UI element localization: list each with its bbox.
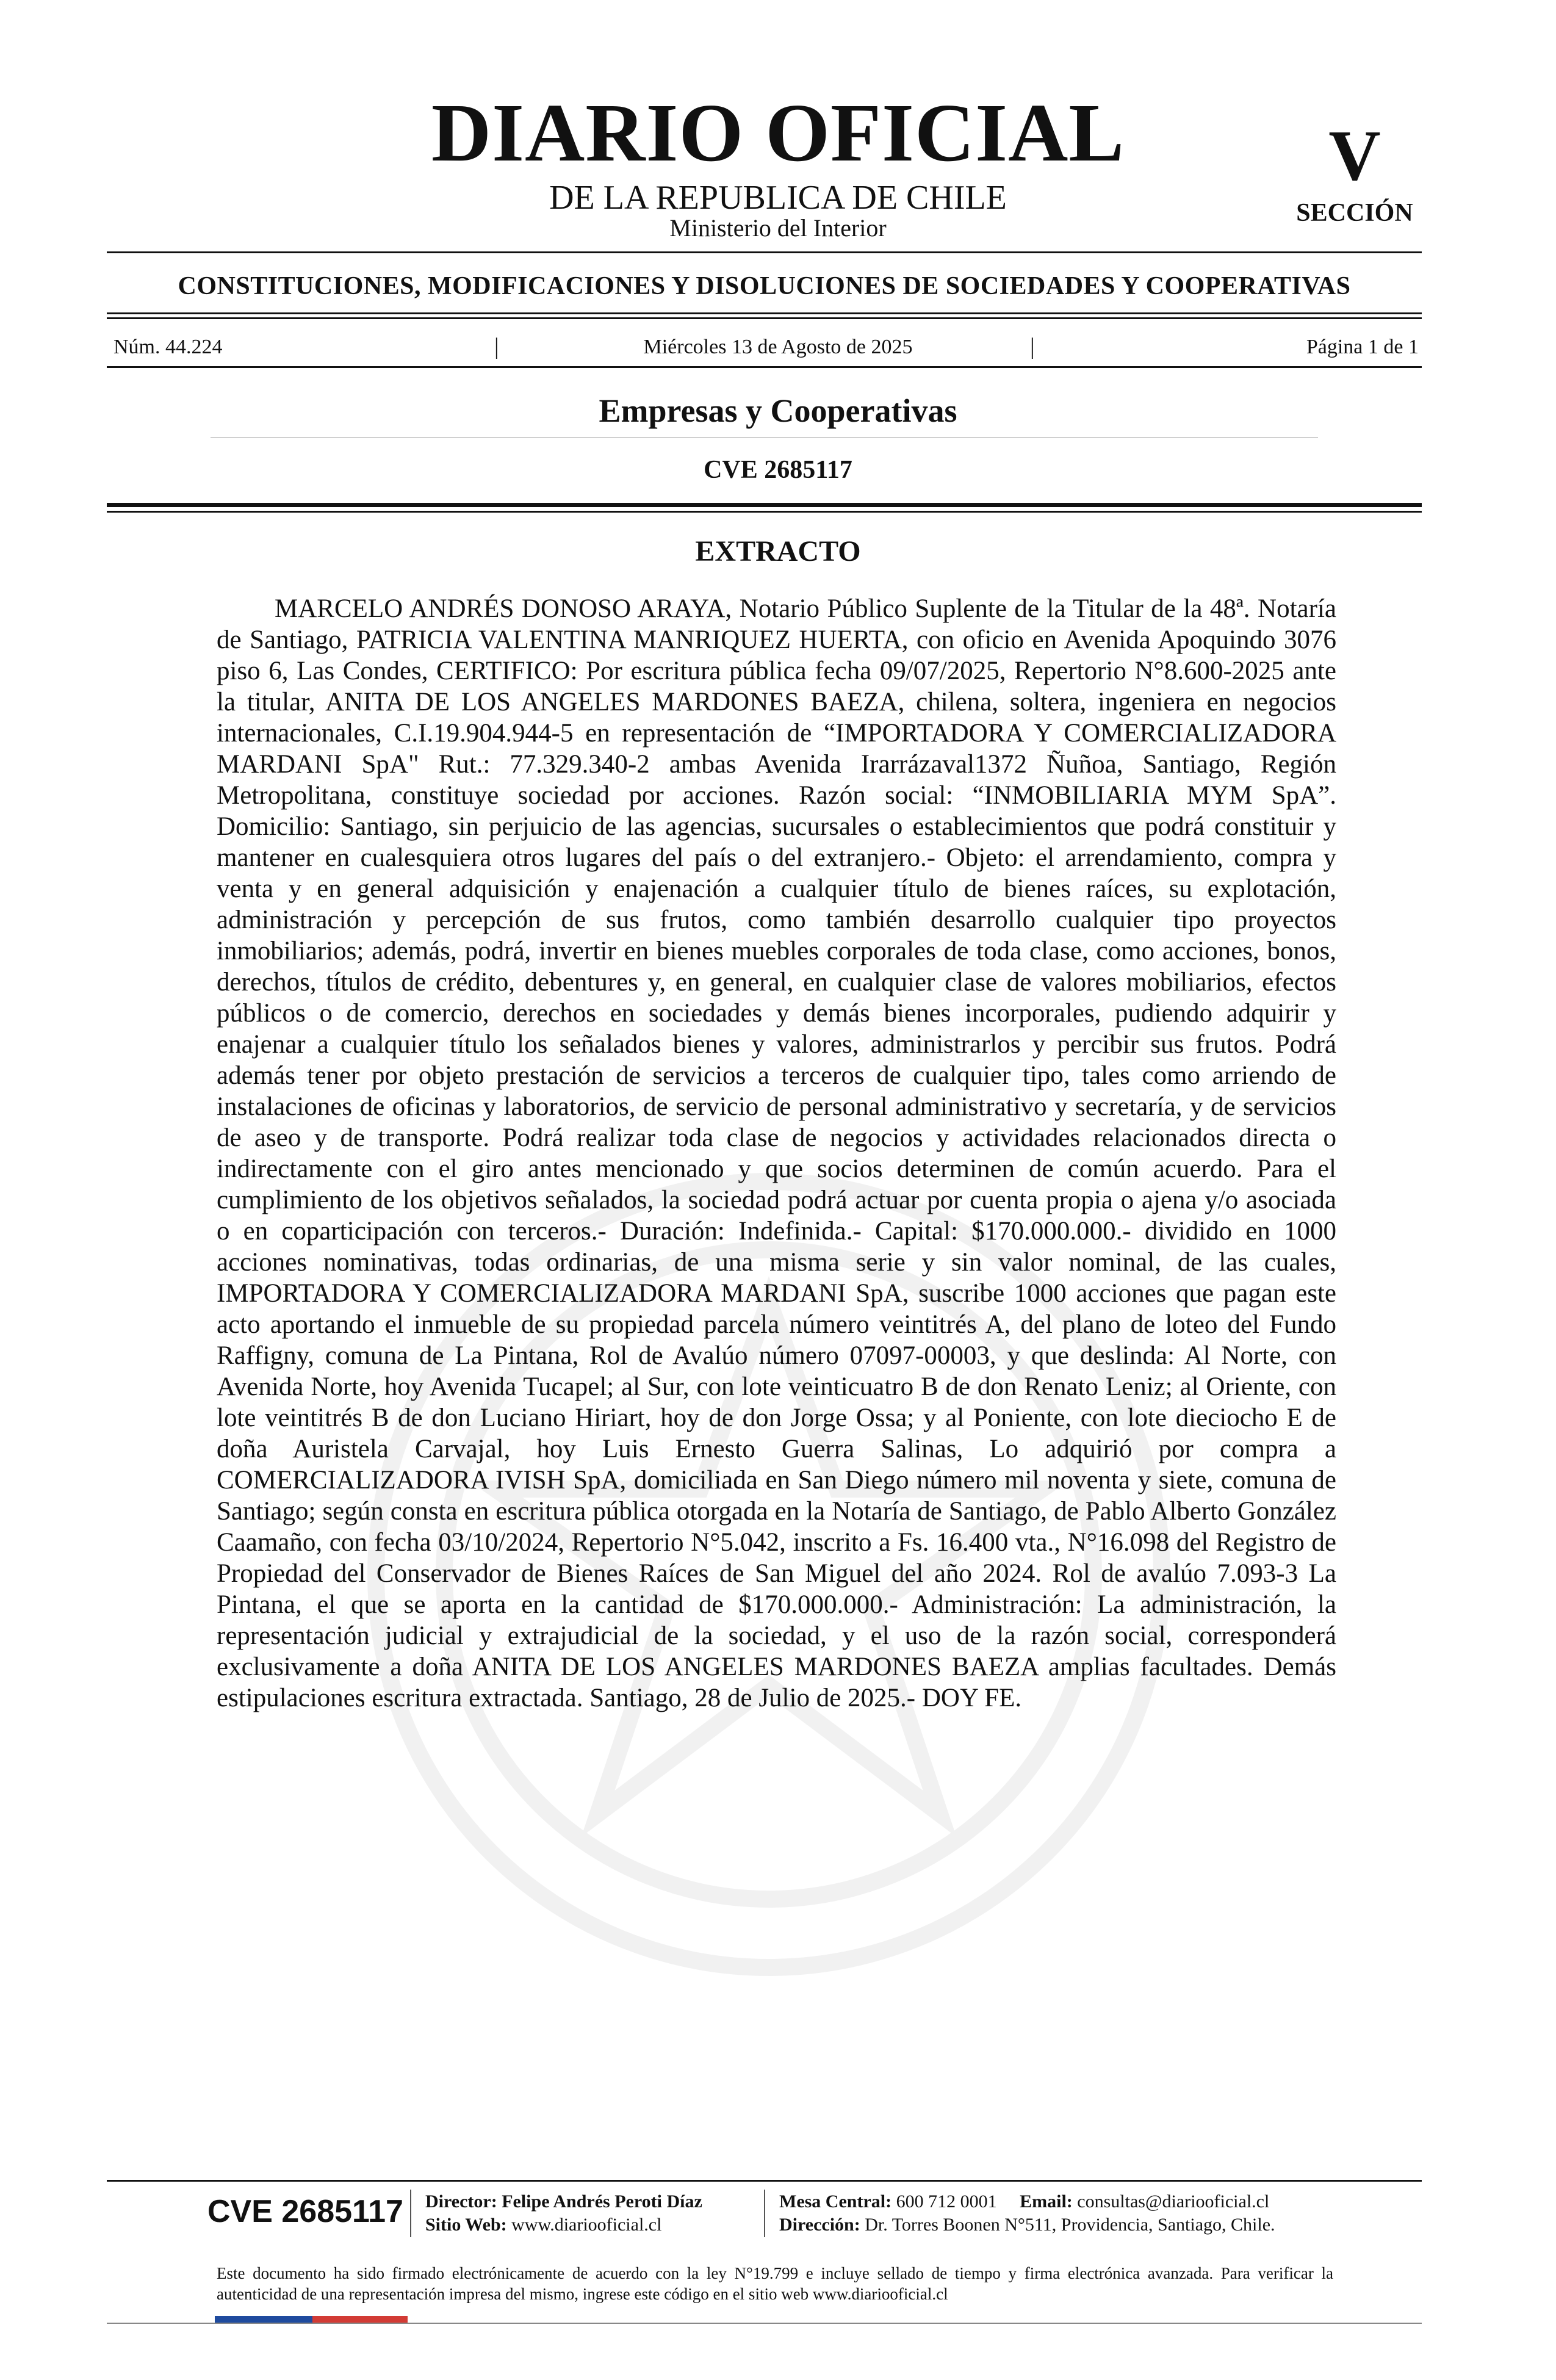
footer-divider-1 xyxy=(410,2190,411,2237)
issue-number: Núm. 44.224 xyxy=(113,336,223,358)
mesa-label: Mesa Central: xyxy=(779,2191,892,2212)
director-label: Director: xyxy=(425,2191,497,2212)
footer-director xyxy=(425,2191,702,2213)
heavy-rule-1 xyxy=(107,503,1422,507)
banner-rule-2 xyxy=(107,317,1422,319)
email-link[interactable]: consultas@diariooficial.cl xyxy=(1077,2191,1270,2212)
footer-rule xyxy=(107,2180,1422,2182)
heavy-rule-2 xyxy=(107,511,1422,513)
mesa-value: 600 712 0001 xyxy=(896,2191,997,2212)
section-label: SECCIÓN xyxy=(1296,199,1413,227)
address-value: Dr. Torres Boonen N°511, Providencia, Santiago, Chile. xyxy=(865,2215,1275,2235)
section-divider xyxy=(211,437,1318,438)
banner-rule-1 xyxy=(107,312,1422,314)
header-rule-top xyxy=(107,251,1422,253)
footer-mesa xyxy=(779,2191,1269,2213)
extract-heading: EXTRACTO xyxy=(695,535,861,568)
email-label: Email: xyxy=(1020,2191,1073,2212)
cve-code: CVE 2685117 xyxy=(704,456,852,484)
footer-legal-note: Este documento ha sido firmado electrónicamente de acuerdo con la ley N°19.799 e incluye sellado de tiempo y firma electrónica avanzada. Para verificar la autenticidad de una representación impresa del mismo, ingrese este código en el sitio web www.diariooficial.cl xyxy=(217,2264,1333,2303)
section-letter: V xyxy=(1328,115,1381,195)
info-separator: | xyxy=(494,334,499,359)
director-value: Felipe Andrés Peroti Díaz xyxy=(502,2191,702,2212)
info-separator: | xyxy=(1030,334,1035,359)
extract-body: MARCELO ANDRÉS DONOSO ARAYA, Notario Público Suplente de la Titular de la 48ª. Notaría de Santiago, PATRICIA VALENTINA MANRIQUEZ HUERTA, con oficio en Avenida Apoquindo 3076 piso 6, Las Condes, CERTIFICO: Por escritura pública fecha 09/07/2025, Repertorio N°8.600-2025 ante la titular, ANITA DE LOS ANGELES MARDONES BAEZA, chilena, soltera, ingeniera en negocios internacionales, C.I.19.904.944-5 en representación de “IMPORTADORA Y COMERCIALIZADORA MARDANI SpA" Rut.: 77.329.340-2 ambas Avenida Irarrázaval1372 Ñuñoa, Santiago, Región Metropolitana, constituye sociedad por acciones. Razón social: “INMOBILIARIA MYM SpA”. Domicilio: Santiago, sin perjuicio de las agencias, sucursales o establecimientos que podrá constituir y mantener en cualesquiera otros lugares del país o del extranjero.- Objeto: el arrendamiento, compra y venta y en general adquisición y enajenación a cualquier título de bienes raíces, su explotación, administración y percepción de sus frutos, como también desarrollo cualquier tipo proyectos inmobiliarios; además, podrá, invertir en bienes muebles corporales de toda clase, como acciones, bonos, derechos, títulos de crédito, debentures y, en general, en cualquier clase de valores mobiliarios, efectos públicos o de comercio, derechos en sociedades y demás bienes incorporales, pudiendo adquirir y enajenar a cualquier título los señalados bienes y valores, administrarlos y percibir sus frutos. Podrá además tener por objeto prestación de servicios a terceros de cualquier tipo, tales como arriendo de instalaciones de oficinas y laboratorios, de servicio de personal administrativo y secretaría, y de servicios de aseo y de transporte. Podrá realizar toda clase de negocios y actividades relacionados directa o indirectamente con el giro antes mencionado y que socios determinen de común acuerdo. Para el cumplimiento de los objetivos señalados, la sociedad podrá actuar por cuenta propia o ajena y/o asociada o en coparticipación con terceros.- Duración: Indefinida.- Capital: $170.000.000.- dividido en 1000 acciones nominativas, todas ordinarias, de una misma serie y sin valor nominal, de las cuales, IMPORTADORA Y COMERCIALIZADORA MARDANI SpA, suscribe 1000 acciones que pagan este acto aportando el inmueble de su propiedad parcela número veintitrés A, del plano de loteo del Fundo Raffigny, comuna de La Pintana, Rol de Avalúo número 07097-00003, y que deslinda: Al Norte, con Avenida Norte, hoy Avenida Tucapel; al Sur, con lote veinticuatro B de don Renato Leniz; al Oriente, con lote veintitrés B de don Luciano Hiriart, hoy de don Jorge Ossa; y al Poniente, con lote dieciocho E de doña Auristela Carvajal, hoy Luis Ernesto Guerra Salinas, Lo adquirió por compra a COMERCIALIZADORA IVISH SpA, domiciliada en San Diego número mil noventa y siete, comuna de Santiago; según consta en escritura pública otorgada en la Notaría de Santiago, de Pablo Alberto González Caamaño, con fecha 03/10/2024, Repertorio N°5.042, inscrito a Fs. 16.400 vta., N°16.098 del Registro de Propiedad del Conservador de Bienes Raíces de San Miguel del año 2024. Rol de avalúo 7.093-3 La Pintana, el que se aporta en la cantidad de $170.000.000.- Administración: La administración, la representación judicial y extrajudicial de la sociedad, y el uso de la razón social, corresponderá exclusivamente a doña ANITA DE LOS ANGELES MARDONES BAEZA amplias facultades. Demás estipulaciones escritura extractada. Santiago, 28 de Julio de 2025.- DOY FE. xyxy=(217,594,1336,1712)
site-label: Sitio Web: xyxy=(425,2215,507,2235)
footer-address xyxy=(779,2214,1275,2236)
footer-divider-2 xyxy=(764,2190,765,2237)
section-title: Empresas y Cooperativas xyxy=(599,392,957,429)
info-rule xyxy=(107,366,1422,368)
footer-bottom-rule xyxy=(107,2323,1422,2324)
footer-site xyxy=(425,2214,661,2236)
footer-cve-code: CVE 2685117 xyxy=(207,2194,403,2229)
newspaper-subtitle: DE LA REPUBLICA DE CHILE xyxy=(549,179,1007,217)
newspaper-title: DIARIO OFICIAL xyxy=(431,87,1125,179)
section-banner: CONSTITUCIONES, MODIFICACIONES Y DISOLUCIONES DE SOCIEDADES Y COOPERATIVAS xyxy=(178,272,1351,300)
issue-date: Miércoles 13 de Agosto de 2025 xyxy=(643,336,913,358)
address-label: Dirección: xyxy=(779,2215,860,2235)
page-indicator: Página 1 de 1 xyxy=(1306,336,1419,358)
site-link[interactable]: www.diariooficial.cl xyxy=(511,2215,662,2235)
ministry-label: Ministerio del Interior xyxy=(669,214,887,242)
